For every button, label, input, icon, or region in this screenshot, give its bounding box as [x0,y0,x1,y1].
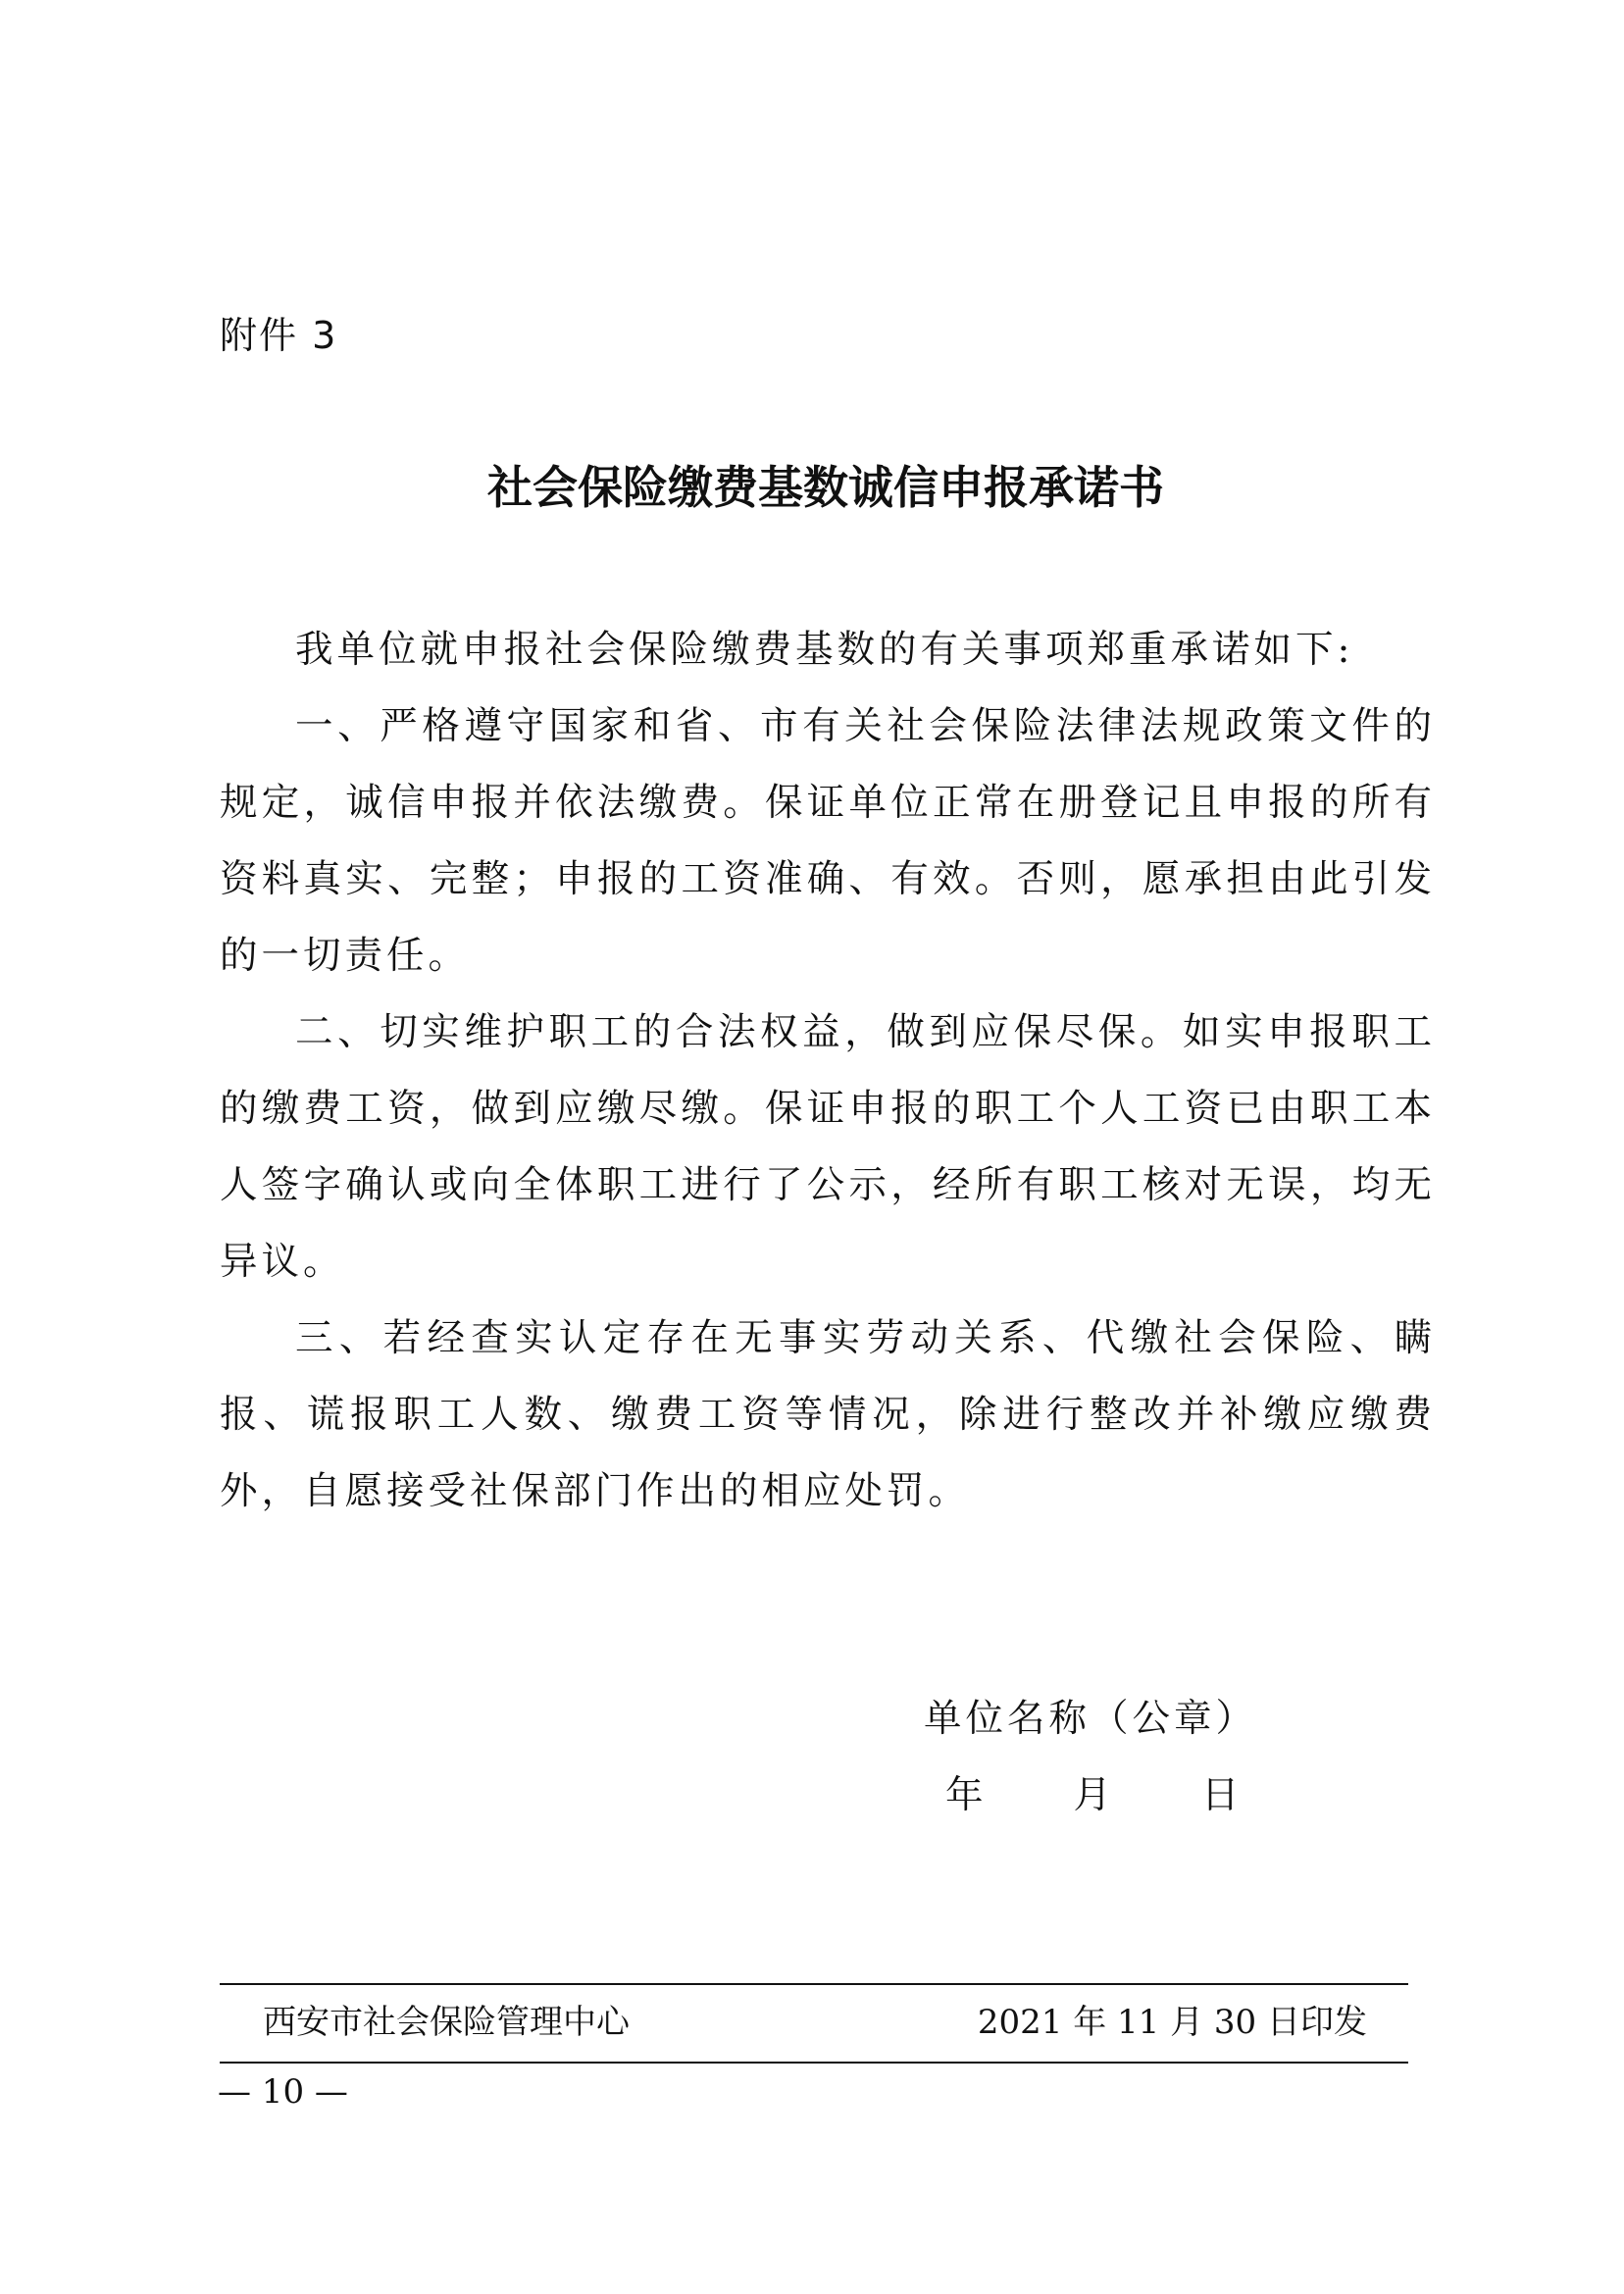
document-title: 社会保险缴费基数诚信申报承诺书 [487,461,1164,514]
signature-block [924,1681,1257,1834]
attachment-label: 附件 3 [220,314,338,357]
paragraph-clause-2: 二、切实维护职工的合法权益，做到应保尽保。如实申报职工的缴费工资，做到应缴尽缴。保证申报的职工个人工资已由职工本人签字确认或向全体职工进行了公示，经所有职工核对无误，均无异议。 [220,1010,1436,1284]
document-body [220,612,1436,1530]
footer-rule-bottom [220,2062,1408,2064]
signature-date-line [924,1758,1257,1834]
footer-rule-top [220,1983,1408,1985]
signature-unit-name: 单位名称（公章） [924,1697,1258,1741]
signature-month: 月 [1073,1773,1116,1817]
paragraph-intro: 我单位就申报社会保险缴费基数的有关事项郑重承诺如下: [295,628,1354,672]
footer-print-date: 2021 年 11 月 30 日印发 [977,2003,1367,2042]
footer-issuer: 西安市社会保险管理中心 [263,2003,630,2042]
paragraph-clause-1: 一、严格遵守国家和省、市有关社会保险法律法规政策文件的规定，诚信申报并依法缴费。保证单位正常在册登记且申报的所有资料真实、完整；申报的工资准确、有效。否则，愿承担由此引发的一切责任。 [220,704,1436,978]
page-number: — 10 — [218,2072,348,2112]
signature-year: 年 [945,1773,988,1817]
paragraph-clause-3: 三、若经查实认定存在无事实劳动关系、代缴社会保险、瞒报、谎报职工人数、缴费工资等情况，除进行整改并补缴应缴费外，自愿接受社保部门作出的相应处罚。 [220,1316,1436,1513]
signature-day: 日 [1201,1773,1243,1817]
